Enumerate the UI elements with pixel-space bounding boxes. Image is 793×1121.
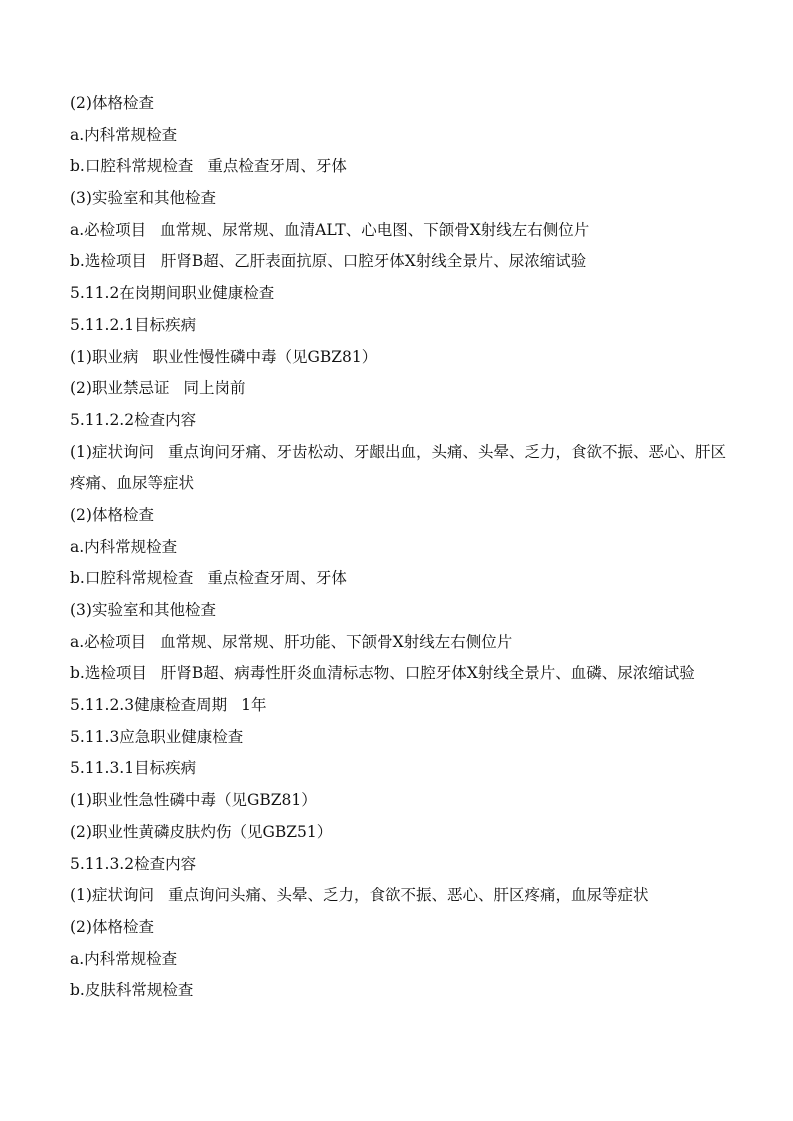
- item-internal-medicine: a.内科常规检查: [70, 125, 178, 144]
- item-exam-cycle: [70, 690, 730, 722]
- item-head: (1)症状询问: [70, 442, 154, 461]
- heading-lab-tests: (3)实验室和其他检查: [70, 601, 216, 620]
- item-body: 1年: [241, 696, 267, 715]
- item-body: 职业性慢性磷中毒（见GBZ81）: [152, 347, 378, 366]
- item-body: 重点询问头痛、头晕、乏力，食欲不振、恶心、肝区疼痛，血尿等症状: [167, 886, 649, 905]
- item-skin-burn: (2)职业性黄磷皮肤灼伤（见GBZ51）: [70, 822, 333, 841]
- item-body: 重点检查牙周、牙体: [207, 569, 347, 588]
- item-dermatology-exam: b.皮肤科常规检查: [70, 981, 194, 1000]
- item-internal-medicine: a.内科常规检查: [70, 949, 178, 968]
- item-head: a.必检项目: [70, 220, 147, 239]
- heading-lab-tests: (3)实验室和其他检查: [70, 189, 216, 208]
- item-head: 5.11.2.3健康检查周期: [70, 696, 228, 715]
- item-body: 重点检查牙周、牙体: [207, 157, 347, 176]
- item-body: 血常规、尿常规、肝功能、下颌骨X射线左右侧位片: [160, 632, 513, 651]
- item-head: b.口腔科常规检查: [70, 569, 194, 588]
- item-body: 重点询问牙痛、牙齿松动、牙龈出血，头痛、头晕、乏力，食欲不振、恶心、肝区疼痛、血尿等症状: [70, 442, 726, 493]
- heading-physical-exam: (2)体格检查: [70, 917, 154, 936]
- item-body: 肝肾B超、乙肝表面抗原、口腔牙体X射线全景片、尿浓缩试验: [160, 252, 587, 271]
- item-required-tests: [70, 627, 730, 659]
- item-head: a.必检项目: [70, 632, 147, 651]
- heading-physical-exam: (2)体格检查: [70, 505, 154, 524]
- item-body: 同上岗前: [183, 379, 246, 398]
- section-heading: 5.11.3应急职业健康检查: [70, 727, 244, 746]
- item-body: 血常规、尿常规、血清ALT、心电图、下颌骨X射线左右侧位片: [160, 220, 590, 239]
- item-head: b.口腔科常规检查: [70, 157, 194, 176]
- subsection-heading: 5.11.3.2检查内容: [70, 854, 197, 873]
- item-symptom-inquiry: [70, 437, 730, 500]
- item-body: 肝肾B超、病毒性肝炎血清标志物、口腔牙体X射线全景片、血磷、尿浓缩试验: [160, 664, 695, 683]
- item-head: (2)职业禁忌证: [70, 379, 170, 398]
- section-heading: 5.11.2在岗期间职业健康检查: [70, 284, 275, 303]
- item-head: (1)症状询问: [70, 886, 154, 905]
- subsection-heading: 5.11.2.1目标疾病: [70, 315, 197, 334]
- item-head: (1)职业病: [70, 347, 139, 366]
- item-head: b.选检项目: [70, 664, 147, 683]
- item-symptom-inquiry: [70, 880, 730, 912]
- item-optional-tests: [70, 246, 730, 278]
- item-oral-exam: [70, 563, 730, 595]
- item-required-tests: [70, 215, 730, 247]
- subsection-heading: 5.11.3.1目标疾病: [70, 759, 197, 778]
- document-body: [70, 88, 730, 1007]
- item-oral-exam: [70, 151, 730, 183]
- item-occupational-disease: [70, 342, 730, 374]
- heading-physical-exam: (2)体格检查: [70, 94, 154, 112]
- item-contraindication: [70, 373, 730, 405]
- item-head: b.选检项目: [70, 252, 147, 271]
- item-internal-medicine: a.内科常规检查: [70, 537, 178, 556]
- item-acute-poisoning: (1)职业性急性磷中毒（见GBZ81）: [70, 791, 317, 810]
- subsection-heading: 5.11.2.2检查内容: [70, 410, 197, 429]
- item-optional-tests: [70, 658, 730, 690]
